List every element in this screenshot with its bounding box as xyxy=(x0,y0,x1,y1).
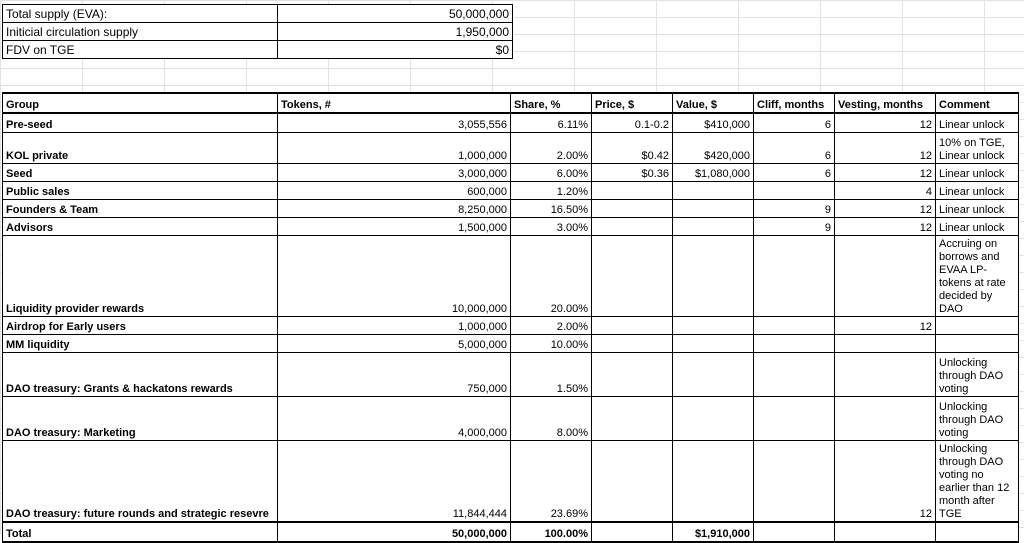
supply-summary-table xyxy=(2,4,513,59)
cell-tokens[interactable]: 8,250,000 xyxy=(278,200,511,218)
cell-tokens[interactable]: 600,000 xyxy=(278,182,511,200)
table-row xyxy=(3,218,1019,236)
cell-value[interactable]: $1,910,000 xyxy=(673,522,754,542)
cell-cliff[interactable] xyxy=(754,317,835,335)
cell-price[interactable] xyxy=(592,200,673,218)
cell-value[interactable] xyxy=(673,335,754,353)
table-row xyxy=(3,236,1019,317)
cell-comment[interactable]: Unlocking through DAO voting no earlier than 12 month after TGE xyxy=(936,441,1019,523)
cell-comment[interactable] xyxy=(936,522,1019,542)
cell-comment[interactable]: Unlocking through DAO voting xyxy=(936,353,1019,397)
cell-price[interactable] xyxy=(592,317,673,335)
cell-price[interactable]: $0.36 xyxy=(592,164,673,182)
cell-share[interactable]: 100.00% xyxy=(511,522,592,542)
cell-group[interactable]: KOL private xyxy=(3,133,278,164)
summary-row xyxy=(3,41,513,59)
header-row xyxy=(3,93,1019,113)
cell-group[interactable]: Founders & Team xyxy=(3,200,278,218)
summary-label[interactable]: Initicial circulation supply xyxy=(3,23,278,41)
cell-tokens[interactable]: 1,000,000 xyxy=(278,133,511,164)
table-row xyxy=(3,441,1019,523)
header-cliff[interactable]: Cliff, months xyxy=(754,93,835,113)
cell-cliff[interactable] xyxy=(754,397,835,441)
cell-price[interactable] xyxy=(592,353,673,397)
cell-share[interactable]: 10.00% xyxy=(511,335,592,353)
cell-comment[interactable]: Linear unlock xyxy=(936,113,1019,133)
cell-value[interactable]: $420,000 xyxy=(673,133,754,164)
cell-tokens[interactable]: 4,000,000 xyxy=(278,397,511,441)
cell-price[interactable] xyxy=(592,522,673,542)
cell-share[interactable]: 6.11% xyxy=(511,113,592,133)
cell-value[interactable] xyxy=(673,236,754,317)
cell-comment[interactable]: Linear unlock xyxy=(936,182,1019,200)
cell-price[interactable] xyxy=(592,218,673,236)
cell-cliff[interactable] xyxy=(754,522,835,542)
cell-cliff[interactable]: 9 xyxy=(754,200,835,218)
table-row xyxy=(3,164,1019,182)
table-row xyxy=(3,182,1019,200)
cell-vesting[interactable] xyxy=(835,522,936,542)
cell-tokens[interactable]: 3,000,000 xyxy=(278,164,511,182)
cell-group[interactable]: Pre-seed xyxy=(3,113,278,133)
cell-share[interactable]: 8.00% xyxy=(511,397,592,441)
cell-cliff[interactable] xyxy=(754,236,835,317)
header-group[interactable]: Group xyxy=(3,93,278,113)
cell-value[interactable] xyxy=(673,397,754,441)
cell-vesting[interactable]: 4 xyxy=(835,182,936,200)
header-value[interactable]: Value, $ xyxy=(673,93,754,113)
cell-value[interactable] xyxy=(673,218,754,236)
header-vesting[interactable]: Vesting, months xyxy=(835,93,936,113)
cell-group[interactable]: Liquidity provider rewards xyxy=(3,236,278,317)
table-row xyxy=(3,335,1019,353)
cell-vesting[interactable]: 12 xyxy=(835,133,936,164)
cell-tokens[interactable]: 3,055,556 xyxy=(278,113,511,133)
cell-tokens[interactable]: 750,000 xyxy=(278,353,511,397)
summary-value[interactable]: 1,950,000 xyxy=(278,23,513,41)
token-allocation-table xyxy=(2,92,1019,543)
cell-share[interactable]: 23.69% xyxy=(511,441,592,523)
table-row xyxy=(3,397,1019,441)
cell-value[interactable] xyxy=(673,353,754,397)
cell-vesting[interactable] xyxy=(835,397,936,441)
summary-value[interactable]: 50,000,000 xyxy=(278,5,513,23)
cell-comment[interactable]: 10% on TGE, Linear unlock xyxy=(936,133,1019,164)
header-share[interactable]: Share, % xyxy=(511,93,592,113)
cell-group[interactable]: DAO treasury: future rounds and strategic resevre xyxy=(3,441,278,523)
cell-group[interactable]: Public sales xyxy=(3,182,278,200)
cell-tokens[interactable]: 5,000,000 xyxy=(278,335,511,353)
table-row xyxy=(3,200,1019,218)
table-row xyxy=(3,133,1019,164)
cell-tokens[interactable]: 11,844,444 xyxy=(278,441,511,523)
cell-vesting[interactable]: 12 xyxy=(835,441,936,523)
table-row xyxy=(3,113,1019,133)
cell-share[interactable]: 6.00% xyxy=(511,164,592,182)
cell-price[interactable]: 0.1-0.2 xyxy=(592,113,673,133)
cell-comment[interactable]: Linear unlock xyxy=(936,164,1019,182)
cell-share[interactable]: 20.00% xyxy=(511,236,592,317)
cell-group[interactable]: Seed xyxy=(3,164,278,182)
cell-tokens[interactable]: 50,000,000 xyxy=(278,522,511,542)
cell-value[interactable] xyxy=(673,317,754,335)
cell-vesting[interactable]: 12 xyxy=(835,218,936,236)
cell-share[interactable]: 1.20% xyxy=(511,182,592,200)
cell-comment[interactable]: Unlocking through DAO voting xyxy=(936,397,1019,441)
cell-vesting[interactable]: 12 xyxy=(835,317,936,335)
cell-price[interactable] xyxy=(592,397,673,441)
cell-comment[interactable]: Linear unlock xyxy=(936,218,1019,236)
cell-group[interactable]: Airdrop for Early users xyxy=(3,317,278,335)
cell-comment[interactable] xyxy=(936,317,1019,335)
summary-label[interactable]: FDV on TGE xyxy=(3,41,278,59)
header-tokens[interactable]: Tokens, # xyxy=(278,93,511,113)
cell-value[interactable] xyxy=(673,441,754,523)
summary-value[interactable]: $0 xyxy=(278,41,513,59)
cell-cliff[interactable]: 6 xyxy=(754,113,835,133)
cell-cliff[interactable] xyxy=(754,353,835,397)
cell-share[interactable]: 2.00% xyxy=(511,133,592,164)
cell-comment[interactable]: Linear unlock xyxy=(936,200,1019,218)
cell-cliff[interactable] xyxy=(754,182,835,200)
table-row xyxy=(3,317,1019,335)
cell-price[interactable] xyxy=(592,441,673,523)
cell-share[interactable]: 2.00% xyxy=(511,317,592,335)
cell-group[interactable]: DAO treasury: Grants & hackatons rewards xyxy=(3,353,278,397)
cell-vesting[interactable] xyxy=(835,353,936,397)
cell-cliff[interactable] xyxy=(754,335,835,353)
cell-comment[interactable]: Accruing on borrows and EVAA LP-tokens at rate decided by DAO xyxy=(936,236,1019,317)
summary-label[interactable]: Total supply (EVA): xyxy=(3,5,278,23)
cell-share[interactable]: 3.00% xyxy=(511,218,592,236)
summary-row xyxy=(3,23,513,41)
cell-value[interactable] xyxy=(673,200,754,218)
cell-tokens[interactable]: 10,000,000 xyxy=(278,236,511,317)
cell-cliff[interactable] xyxy=(754,441,835,523)
cell-vesting[interactable]: 12 xyxy=(835,113,936,133)
header-comment[interactable]: Comment xyxy=(936,93,1019,113)
cell-price[interactable] xyxy=(592,335,673,353)
cell-value[interactable] xyxy=(673,182,754,200)
cell-value[interactable]: $410,000 xyxy=(673,113,754,133)
table-row xyxy=(3,353,1019,397)
cell-vesting[interactable]: 12 xyxy=(835,164,936,182)
cell-cliff[interactable]: 9 xyxy=(754,218,835,236)
cell-vesting[interactable]: 12 xyxy=(835,200,936,218)
cell-group[interactable]: MM liquidity xyxy=(3,335,278,353)
header-price[interactable]: Price, $ xyxy=(592,93,673,113)
cell-group[interactable]: Advisors xyxy=(3,218,278,236)
cell-tokens[interactable]: 1,000,000 xyxy=(278,317,511,335)
cell-share[interactable]: 1.50% xyxy=(511,353,592,397)
cell-price[interactable] xyxy=(592,182,673,200)
cell-share[interactable]: 16.50% xyxy=(511,200,592,218)
cell-group[interactable]: DAO treasury: Marketing xyxy=(3,397,278,441)
total-row xyxy=(3,522,1019,542)
cell-tokens[interactable]: 1,500,000 xyxy=(278,218,511,236)
cell-vesting[interactable] xyxy=(835,335,936,353)
cell-vesting[interactable] xyxy=(835,236,936,317)
cell-value[interactable]: $1,080,000 xyxy=(673,164,754,182)
cell-cliff[interactable]: 6 xyxy=(754,133,835,164)
cell-comment[interactable] xyxy=(936,335,1019,353)
cell-price[interactable] xyxy=(592,236,673,317)
cell-group[interactable]: Total xyxy=(3,522,278,542)
cell-price[interactable]: $0.42 xyxy=(592,133,673,164)
cell-cliff[interactable]: 6 xyxy=(754,164,835,182)
summary-row xyxy=(3,5,513,23)
